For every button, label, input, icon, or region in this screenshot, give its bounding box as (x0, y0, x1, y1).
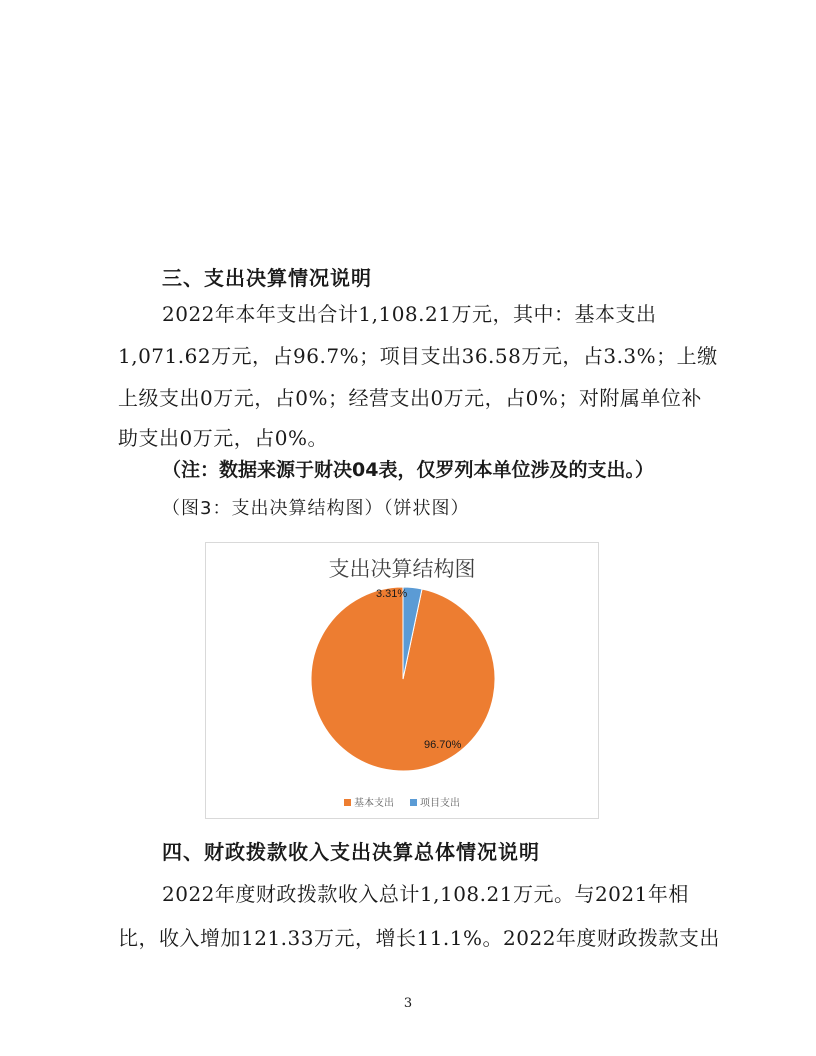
legend-label-basic-expenditure: 基本支出 (354, 798, 394, 809)
page-number: 3 (403, 996, 413, 1011)
data-source-note: （注：数据来源于财决04表，仅罗列本单位涉及的支出。） (162, 459, 654, 481)
pie-chart-svg (206, 543, 600, 820)
legend-label-project-expenditure: 项目支出 (420, 798, 460, 809)
pie-chart (205, 542, 599, 819)
section4-line-2: 比，收入增加121.33万元，增长11.1%。2022年度财政拨款支出 (118, 926, 720, 950)
legend-swatch-project-expenditure (410, 799, 417, 806)
section3-line-1: 2022年本年支出合计1,108.21万元，其中：基本支出 (162, 302, 657, 326)
section3-line-2: 1,071.62万元，占96.7%；项目支出36.58万元，占3.3%；上缴 (118, 344, 718, 368)
figure-caption: （图3：支出决算结构图）（饼状图） (162, 498, 470, 519)
data-label-basic-expenditure: 96.70% (424, 739, 462, 751)
data-label-project-expenditure: 3.31% (376, 588, 408, 600)
section3-line-3: 上级支出0万元，占0%；经营支出0万元，占0%；对附属单位补 (118, 386, 702, 410)
legend-swatch-basic-expenditure (344, 799, 351, 806)
section4-heading: 四、财政拨款收入支出决算总体情况说明 (162, 840, 540, 864)
section3-line-4: 助支出0万元，占0%。 (118, 426, 328, 450)
section4-line-1: 2022年度财政拨款收入总计1,108.21万元。与2021年相 (162, 882, 689, 906)
chart-title: 支出决算结构图 (328, 557, 476, 581)
chart-legend (344, 796, 460, 809)
section3-heading: 三、支出决算情况说明 (162, 266, 372, 290)
